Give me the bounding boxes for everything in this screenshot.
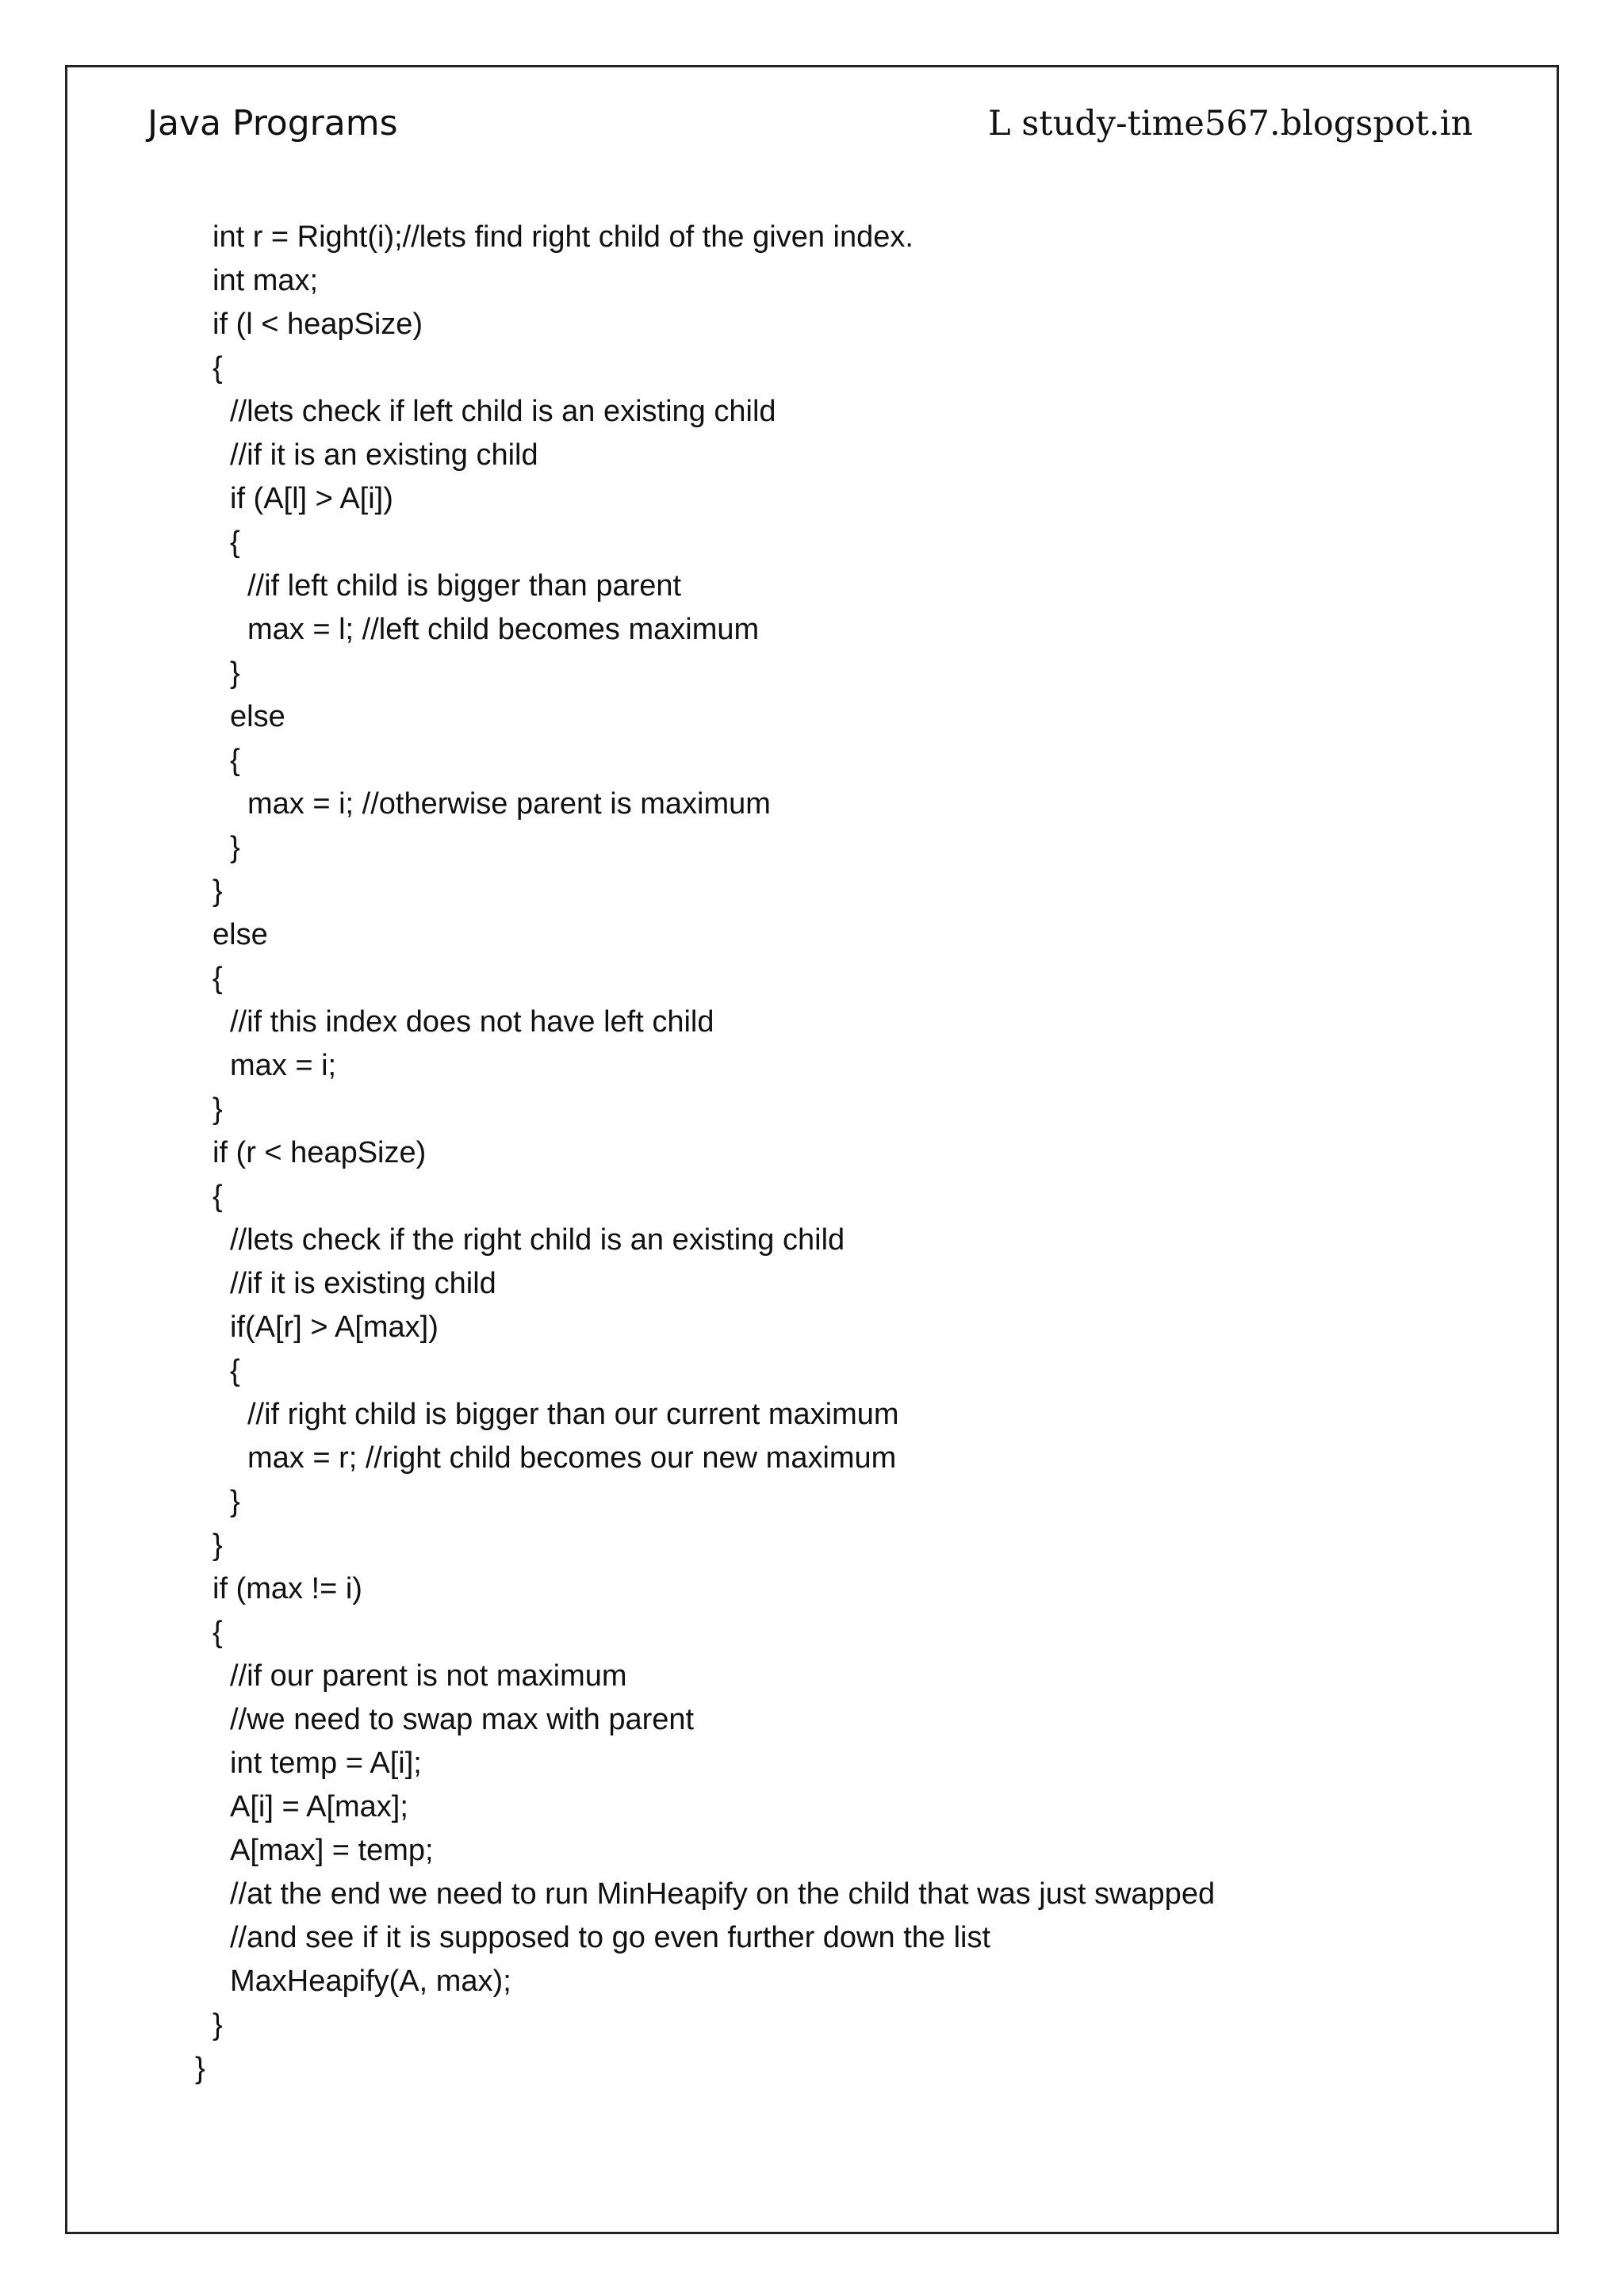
page-header-title: Java Programs — [147, 103, 398, 144]
code-line: //if it is an existing child — [230, 438, 538, 472]
code-line: } — [213, 2008, 223, 2042]
code-line: } — [230, 831, 240, 864]
code-line: else — [230, 700, 285, 733]
code-line: if (max != i) — [213, 1572, 362, 1605]
code-line: if (A[l] > A[i]) — [230, 482, 393, 515]
code-listing — [0, 216, 1624, 2091]
code-line: //we need to swap max with parent — [230, 1703, 695, 1736]
code-line: max = i; — [230, 1049, 337, 1082]
code-line: //at the end we need to run MinHeapify on the child that was just swapped — [230, 1877, 1216, 1911]
code-line: //lets check if the right child is an existing child — [230, 1223, 845, 1257]
code-line: A[i] = A[max]; — [230, 1790, 408, 1823]
code-line: int max; — [213, 264, 319, 297]
code-line: A[max] = temp; — [230, 1834, 434, 1867]
code-line: } — [195, 2052, 205, 2085]
code-line: max = l; //left child becomes maximum — [247, 613, 760, 646]
code-line: //if our parent is not maximum — [230, 1659, 627, 1693]
code-line: { — [213, 1616, 223, 1649]
code-line: if (r < heapSize) — [213, 1136, 427, 1169]
code-line: //lets check if left child is an existing child — [230, 395, 776, 428]
code-line: { — [213, 962, 223, 995]
code-line: if(A[r] > A[max]) — [230, 1311, 439, 1344]
code-line: } — [213, 874, 223, 908]
code-line: { — [230, 526, 240, 559]
code-line: //if left child is bigger than parent — [247, 569, 682, 603]
code-line: max = r; //right child becomes our new maximum — [247, 1441, 897, 1475]
code-line: max = i; //otherwise parent is maximum — [247, 787, 771, 821]
code-line: //if this index does not have left child — [230, 1005, 714, 1039]
code-line: else — [213, 918, 268, 951]
code-line: { — [230, 1354, 240, 1387]
code-line: } — [230, 1485, 240, 1518]
code-line: MaxHeapify(A, max); — [230, 1965, 511, 1998]
code-line: //if right child is bigger than our current maximum — [247, 1398, 899, 1431]
code-line: if (l < heapSize) — [213, 308, 423, 341]
code-line: //and see if it is supposed to go even further down the list — [230, 1921, 991, 1954]
code-line: { — [213, 1180, 223, 1213]
code-line: int r = Right(i);//lets find right child of the given index. — [213, 220, 914, 254]
code-line: { — [213, 351, 223, 385]
code-line: } — [230, 656, 240, 690]
code-line: { — [230, 744, 240, 777]
code-line: } — [213, 1529, 223, 1562]
code-line: } — [213, 1093, 223, 1126]
code-line: //if it is existing child — [230, 1267, 496, 1300]
code-line: int temp = A[i]; — [230, 1747, 422, 1780]
page-header-site: L study-time567.blogspot.in — [988, 104, 1473, 144]
